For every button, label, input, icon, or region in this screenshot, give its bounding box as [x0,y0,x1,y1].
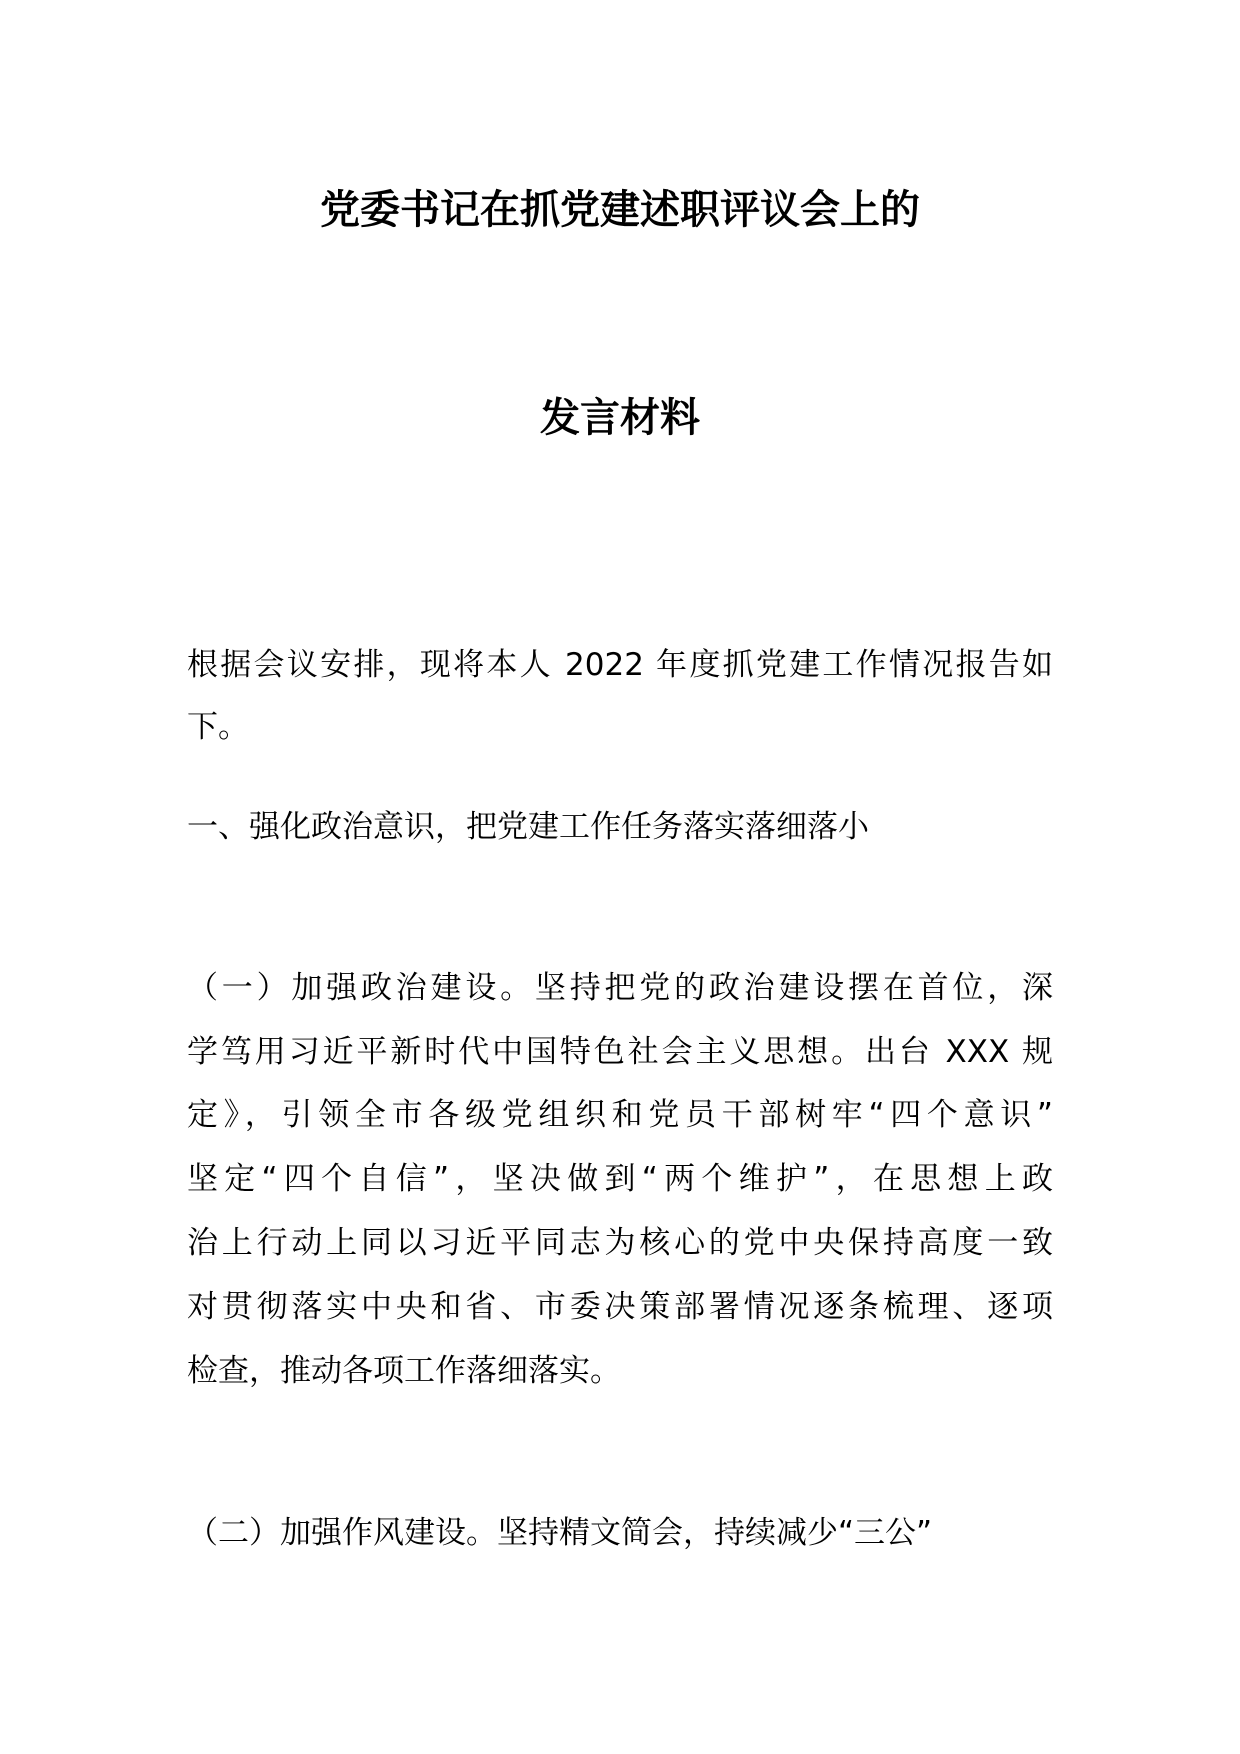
document-title-line-1: 党委书记在抓党建述职评议会上的 [320,187,920,233]
paragraph-line: （一）加强政治建设。坚持把党的政治建设摆在首位，深 [187,970,1053,1006]
paragraph-line: 对贯彻落实中央和省、市委决策部署情况逐条梳理、逐项 [187,1289,1053,1325]
intro-paragraph-line: 根据会议安排，现将本人 2022 年度抓党建工作情况报告如 [187,647,1053,683]
paragraph-line: 检查，推动各项工作落细落实。 [187,1353,621,1389]
paragraph-line: 定》，引领全市各级党组织和党员干部树牢“四个意识” [187,1097,1053,1133]
paragraph-line: 治上行动上同以习近平同志为核心的党中央保持高度一致 [187,1225,1053,1261]
paragraph-line: 学笃用习近平新时代中国特色社会主义思想。出台 XXX 规 [187,1034,1053,1070]
paragraph-line: （二）加强作风建设。坚持精文简会，持续减少“三公” [187,1515,933,1551]
document-title-line-2: 发言材料 [540,395,700,441]
intro-paragraph-line: 下。 [187,709,249,745]
paragraph-line: 坚定“四个自信”，坚决做到“两个维护”，在思想上政 [187,1161,1053,1197]
section-heading: 一、强化政治意识，把党建工作任务落实落细落小 [187,809,869,845]
